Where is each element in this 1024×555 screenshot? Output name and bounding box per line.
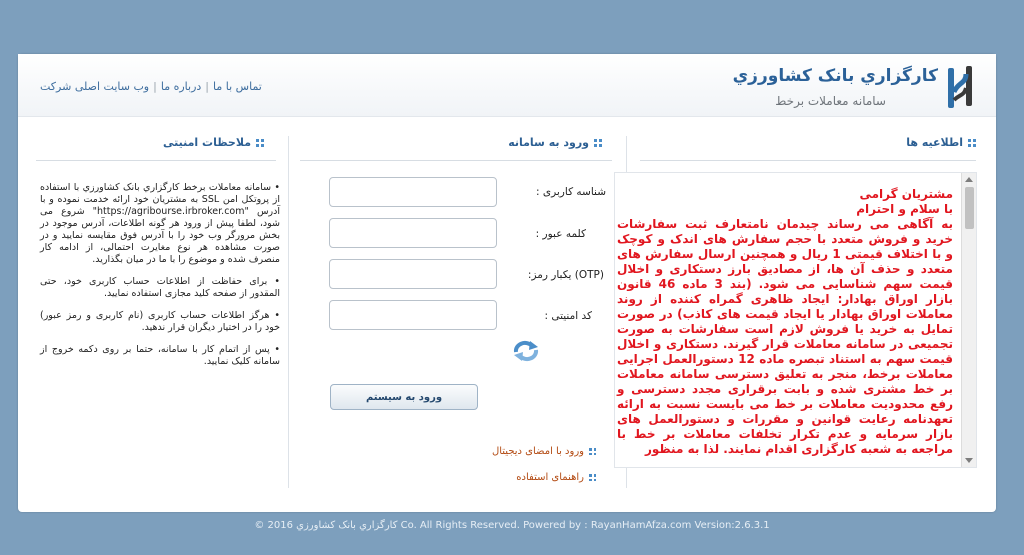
login-title: ورود به سامانه bbox=[508, 136, 602, 149]
password-label: کلمه عبور : bbox=[535, 228, 586, 240]
footer-copyright: © 2016 کارگزاري بانک کشاورزي Co. All Rights Reserved. Powered by : RayanHamAfza.com Version:2.6.3.1 bbox=[254, 520, 770, 531]
brand-subtitle: سامانه معاملات برخط bbox=[775, 94, 886, 108]
contact-us-link[interactable]: تماس با ما bbox=[213, 80, 262, 93]
main-card bbox=[18, 54, 996, 512]
otp-label: (OTP) یکبار رمز: bbox=[527, 269, 604, 281]
captcha-input[interactable] bbox=[329, 300, 497, 330]
otp-input[interactable] bbox=[329, 259, 497, 289]
refresh-captcha-icon[interactable] bbox=[512, 340, 540, 362]
notices-title: اطلاعیه ها bbox=[906, 136, 976, 149]
notices-box[interactable] bbox=[614, 172, 977, 468]
bullet-grid-icon bbox=[589, 448, 596, 455]
link-separator: | bbox=[153, 80, 157, 93]
login-submit-button[interactable]: ورود به سیستم bbox=[330, 384, 478, 410]
scroll-up-arrow-icon[interactable] bbox=[965, 177, 973, 182]
bullet-grid-icon bbox=[589, 474, 596, 481]
notice-salutation: با سلام و احترام bbox=[856, 202, 953, 216]
notice-greeting: مشتریان گرامی bbox=[859, 187, 953, 201]
notice-text bbox=[617, 187, 953, 457]
security-note-item: • برای حفاظت از اطلاعات حساب کاربری خود، حتی المقدور از صفحه کلید مجازی استفاده نمایید. bbox=[40, 276, 280, 300]
username-input[interactable] bbox=[329, 177, 497, 207]
bullet-grid-icon bbox=[256, 139, 264, 147]
link-separator: | bbox=[205, 80, 210, 93]
login-title-rule bbox=[300, 160, 612, 161]
security-note-item: • سامانه معاملات برخط کارگزاري بانک کشاورزي با استفاده از پروتکل امن SSL به مشتریان خود ارائه خدمت نموده و با آدرس "https://agribourse.irbroker.com" شروع می شود، لطفا پیش از ورود هر گونه اطلاعات، آدرس موجود در بخش مرورگر وب خود را با آدرس فوق مقایسه نمایید و در صورت مشاهده هر نوع مغایرت احتمالی، از ادامه کار منصرف شده و موضوع را با ما در میان بگذارید. bbox=[40, 182, 280, 266]
password-input[interactable] bbox=[329, 218, 497, 248]
column-divider bbox=[288, 136, 289, 488]
security-title: ملاحظات امنیتی bbox=[163, 136, 264, 149]
security-title-rule bbox=[36, 160, 276, 161]
scroll-down-arrow-icon[interactable] bbox=[965, 458, 973, 463]
scroll-thumb[interactable] bbox=[965, 187, 974, 229]
main-site-link[interactable]: وب سایت اصلی شرکت bbox=[40, 80, 150, 93]
header bbox=[18, 54, 996, 117]
bullet-grid-icon bbox=[594, 139, 602, 147]
username-label: شناسه کاربری : bbox=[535, 186, 606, 198]
security-note-item: • پس از اتمام کار با سامانه، حتما بر روی دکمه خروج از سامانه کلیک نمایید. bbox=[40, 344, 280, 368]
digital-signature-link[interactable]: ورود با امضای دیجیتال bbox=[492, 446, 596, 457]
captcha-label: کد امنیتی : bbox=[544, 310, 592, 322]
security-notes bbox=[40, 182, 280, 378]
notice-body: به آگاهی می رساند چیدمان نامتعارف ثبت سفارشات خرید و فروش متعدد با حجم سفارش های اندک و کوچک و با اختلاف قیمتی 1 ریال و همچنین ارسال سفارش های متعدد و حذف آن ها، از مصادیق بارز دستکاری و اخلال قیمت سهم شناسایی می شود. (بند 3 ماده 46 قانون بازار اوراق بهادار: ایجاد ظاهری گمراه کننده از روند معاملات اوراق بهادار یا ایجاد قیمت های کاذب) در صورت تمایل به خرید یا فروش لازم است سفارشات به صورت تجمیعی در سامانه معاملات قرار گیرند. دستکاری و اخلال قیمت سهم به استناد تبصره ماده 12 دستورالعمل اجرایی معاملات برخط، منجر به تعلیق دسترسی سامانه معاملات بر خط مشتری شده و بابت برقراری مجدد دسترسی و رفع محدودیت معاملات بر خط می بایست نسبت به ارائه تعهدنامه رعایت قوانین و مقررات و دستورالعمل های بازار سرمایه و عدم تکرار تخلفات معاملات بر خط با مراجعه به شعبه کارگزاری اقدام نمایند. لذا به منظور bbox=[617, 217, 954, 456]
about-us-link[interactable]: درباره ما bbox=[160, 80, 202, 93]
notices-scrollbar[interactable] bbox=[961, 173, 976, 467]
bullet-grid-icon bbox=[968, 139, 976, 147]
logo-icon bbox=[944, 62, 976, 112]
help-link[interactable]: راهنمای استفاده bbox=[516, 472, 596, 483]
brand-title: کارگزاري بانک کشاورزي bbox=[732, 66, 938, 86]
notices-title-rule bbox=[640, 160, 976, 161]
top-links bbox=[40, 80, 262, 93]
security-note-item: • هرگز اطلاعات حساب کاربری (نام کاربری و رمز عبور) خود را در اختیار دیگران قرار ندهید. bbox=[40, 310, 280, 334]
